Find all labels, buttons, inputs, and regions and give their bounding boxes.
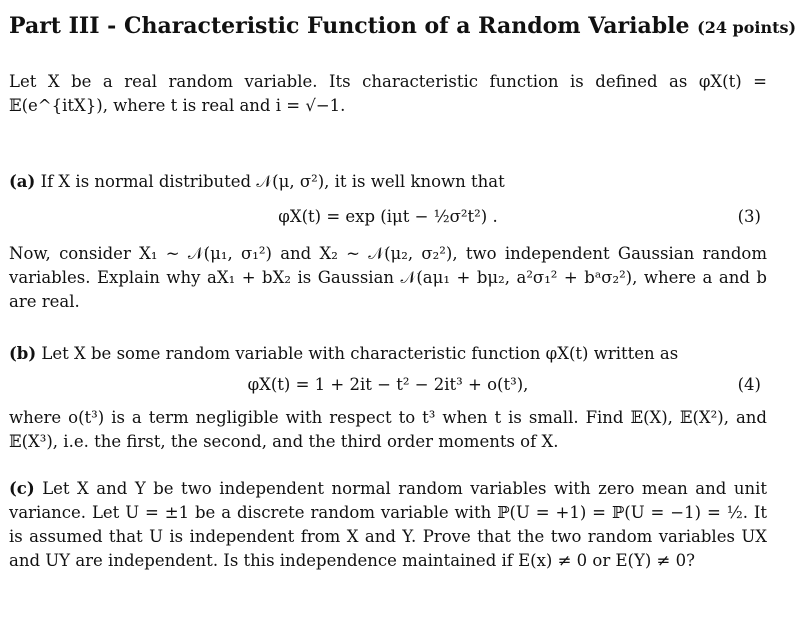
title-text: Part III - Characteristic Function of a Random Variable xyxy=(9,13,690,39)
part-a-label: (a) xyxy=(9,172,36,191)
part-c-text: Let X and Y be two independent normal random variables with zero mean and unit variance. Let U = ±1 be a discrete random variable with ℙ(U = +1) = ℙ(U = −1) = ½. It is assumed that U is independent from X and Y. Prove that the two random variables UX and UY are independent. Is this independence maintained if E(x) ≠ 0 or E(Y) ≠ 0? xyxy=(9,479,767,570)
part-a-question xyxy=(9,170,767,194)
part-b-label: (b) xyxy=(9,344,37,363)
equation-3-number: (3) xyxy=(737,207,761,226)
equation-4 xyxy=(9,366,767,404)
part-b-question xyxy=(9,342,767,366)
section-title xyxy=(9,0,796,41)
part-b-text: Let X be some random variable with characteristic function φX(t) written as xyxy=(41,344,679,363)
part-c-question xyxy=(9,477,767,573)
part-b-followup: where o(t³) is a term negligible with respect to t³ when t is small. Find 𝔼(X), 𝔼(X²), and 𝔼(X³), i.e. the first, the second, and the third order moments of X. xyxy=(9,408,767,451)
equation-3 xyxy=(9,194,767,240)
equation-4-number: (4) xyxy=(737,375,761,394)
intro-paragraph: Let X be a real random variable. Its characteristic function is defined as φX(t) = 𝔼(e^{itX}), where t is real and i = √−1. xyxy=(9,72,767,115)
equation-4-body: φX(t) = 1 + 2it − t² − 2it³ + o(t³), xyxy=(247,375,529,394)
part-a-followup: Now, consider X₁ ~ 𝒩(μ₁, σ₁²) and X₂ ~ 𝒩(μ₂, σ₂²), two independent Gaussian random variables. Explain why aX₁ + bX₂ is Gaussian 𝒩(aμ₁ + bμ₂, a²σ₁² + bᵃσ₂²), where a and b are real. xyxy=(9,244,767,311)
equation-3-body: φX(t) = exp (iμt − ½σ²t²) . xyxy=(278,207,498,226)
title-points: (24 points) xyxy=(697,18,796,37)
part-c-label: (c) xyxy=(9,479,35,498)
part-a-text: If X is normal distributed 𝒩(μ, σ²), it is well known that xyxy=(40,172,505,191)
